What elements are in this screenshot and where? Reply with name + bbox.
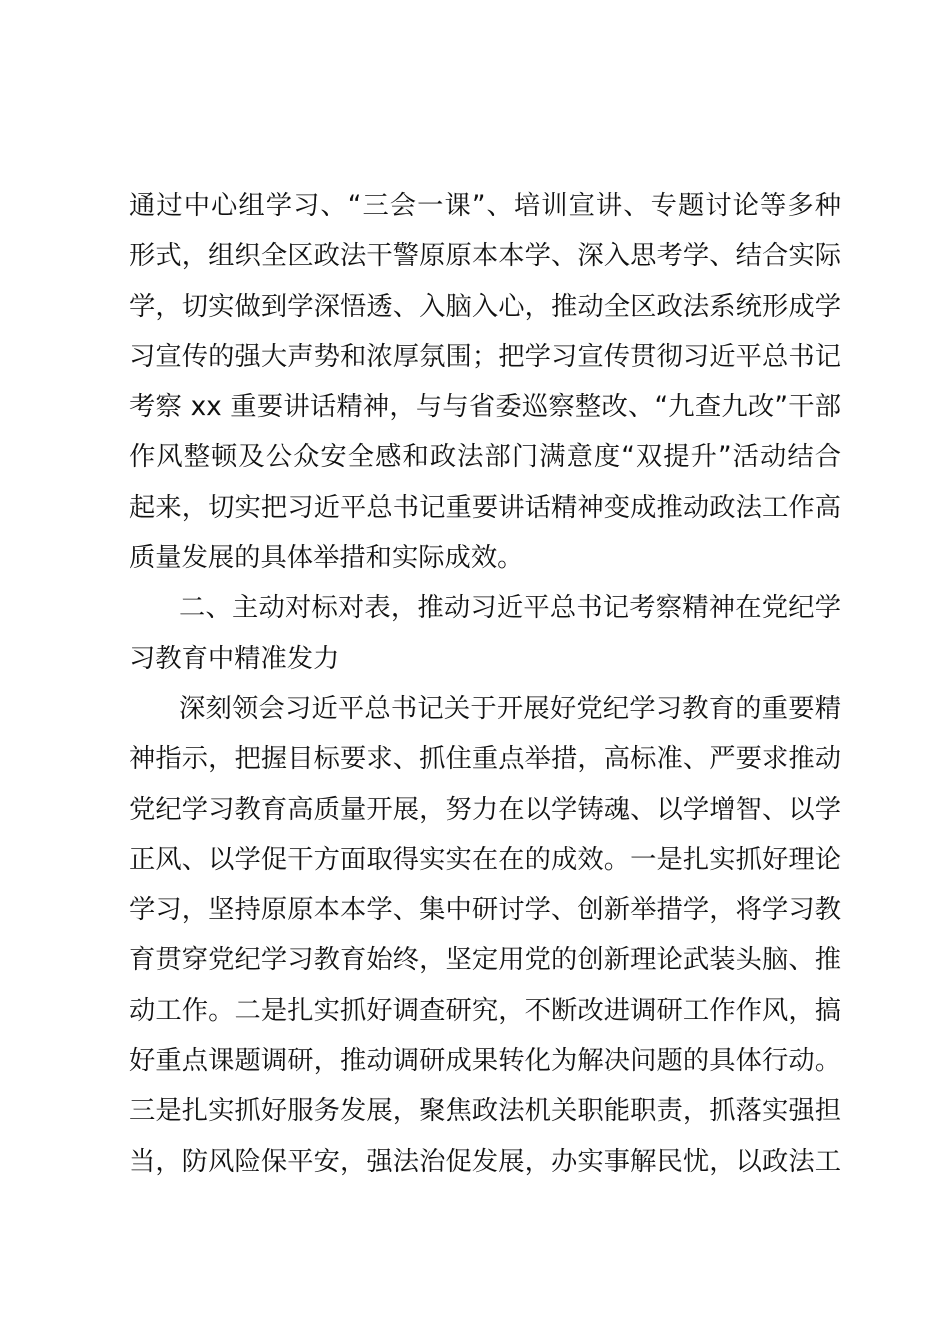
text-line: 起来，切实把习近平总书记重要讲话精神变成推动政法工作高 xyxy=(129,492,841,523)
text-line: 好重点课题调研，推动调研成果转化为解决问题的具体行动。 xyxy=(129,1046,841,1077)
text-line: 正风、以学促干方面取得实实在在的成效。一是扎实抓好理论 xyxy=(129,844,841,875)
text-line: 动工作。二是扎实抓好调查研究，不断改进调研工作作风，搞 xyxy=(129,995,841,1026)
text-line: 育贯穿党纪学习教育始终，坚定用党的创新理论武装头脑、推 xyxy=(129,945,841,976)
text-line: 党纪学习教育高质量开展，努力在以学铸魂、以学增智、以学 xyxy=(129,794,841,825)
text-line: 习宣传的强大声势和浓厚氛围；把学习宣传贯彻习近平总书记 xyxy=(129,341,841,372)
text-line: 学，切实做到学深悟透、入脑入心，推动全区政法系统形成学 xyxy=(129,291,841,322)
text-line: 质量发展的具体举措和实际成效。 xyxy=(129,543,524,574)
heading-line: 二、主动对标对表，推动习近平总书记考察精神在党纪学 xyxy=(179,593,841,624)
body-paragraph xyxy=(129,684,841,1187)
text-line: 深刻领会习近平总书记关于开展好党纪学习教育的重要精 xyxy=(179,693,841,724)
text-line: 作风整顿及公众安全感和政法部门满意度“双提升”活动结合 xyxy=(129,442,841,473)
paragraph-continuation xyxy=(129,181,841,583)
text-line: 三是扎实抓好服务发展，聚焦政法机关职能职责，抓落实强担 xyxy=(129,1096,841,1127)
text-line: 学习，坚持原原本本学、集中研讨学、创新举措学，将学习教 xyxy=(129,895,841,926)
text-line: 神指示，把握目标要求、抓住重点举措，高标准、严要求推动 xyxy=(129,744,841,775)
text-line: 考察 xx 重要讲话精神，与与省委巡察整改、“九查九改”干部 xyxy=(129,392,841,423)
text-line: 形式，组织全区政法干警原原本本学、深入思考学、结合实际 xyxy=(129,241,841,272)
text-line: 当，防风险保平安，强法治促发展，办实事解民忧，以政法工 xyxy=(129,1146,841,1177)
heading-line: 习教育中精准发力 xyxy=(129,643,340,674)
document-body xyxy=(129,181,841,1187)
section-heading xyxy=(129,583,841,684)
text-line: 通过中心组学习、“三会一课”、培训宣讲、专题讨论等多种 xyxy=(129,191,841,221)
